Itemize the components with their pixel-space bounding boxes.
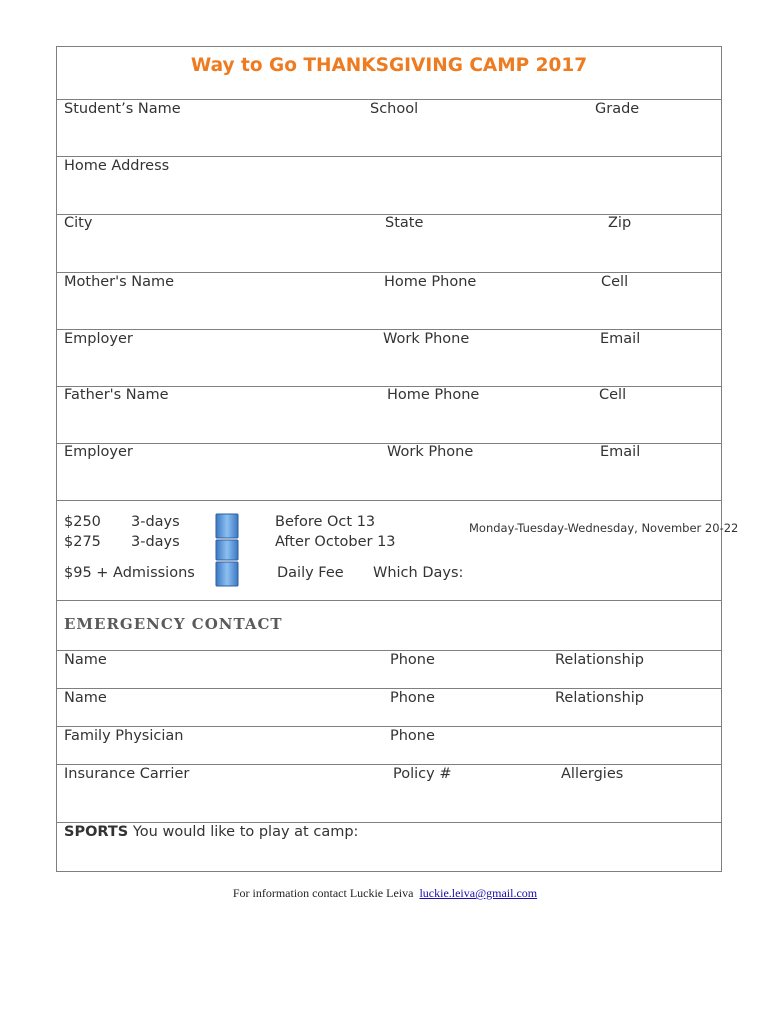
mother-email-label: Email — [600, 331, 641, 347]
emergency-name-2-label: Name — [64, 690, 107, 706]
student-row[interactable] — [57, 100, 721, 157]
mother-name-label: Mother's Name — [64, 274, 175, 290]
emergency-relationship-1-label: Relationship — [555, 652, 645, 668]
days-2: 3-days — [131, 534, 180, 550]
price-2: $275 — [64, 534, 101, 550]
days-1: 3-days — [131, 514, 180, 530]
physician-row[interactable] — [57, 727, 721, 765]
mother-cell-label: Cell — [601, 274, 629, 290]
home-address-label: Home Address — [64, 158, 170, 174]
price-1: $250 — [64, 514, 101, 530]
state-label: State — [385, 215, 424, 231]
insurance-label: Insurance Carrier — [64, 766, 190, 782]
deadline-1: Before Oct 13 — [275, 514, 376, 530]
sports-label — [64, 824, 358, 840]
deadline-2: After October 13 — [275, 534, 396, 550]
page-title — [57, 55, 721, 76]
father-name-label: Father's Name — [64, 387, 169, 403]
sports-text: You would like to play at camp: — [128, 824, 359, 840]
grade-label: Grade — [595, 101, 640, 117]
city-row[interactable] — [57, 215, 721, 273]
title-row — [57, 47, 721, 100]
schedule-text: Monday-Tuesday-Wednesday, November 20-22 — [469, 521, 739, 535]
policy-label: Policy # — [393, 766, 452, 782]
student-name-label: Student’s Name — [64, 101, 181, 117]
father-employer-row[interactable] — [57, 444, 721, 501]
father-home-phone-label: Home Phone — [387, 387, 480, 403]
father-employer-label: Employer — [64, 444, 133, 460]
title-prefix: Way to Go — [190, 55, 304, 76]
mother-row[interactable] — [57, 273, 721, 330]
mother-work-phone-label: Work Phone — [383, 331, 470, 347]
physician-phone-label: Phone — [390, 728, 435, 744]
emergency-contact-row-2[interactable] — [57, 689, 721, 727]
emergency-phone-2-label: Phone — [390, 690, 435, 706]
which-days-label: Which Days: — [373, 565, 464, 581]
emergency-heading: EMERGENCY CONTACT — [64, 615, 283, 633]
registration-form — [56, 46, 739, 872]
footer-text: For information contact Luckie Leiva — [232, 886, 414, 900]
selection-boxes[interactable] — [215, 513, 239, 587]
daily-fee-label: Daily Fee — [277, 565, 344, 581]
daily-price: $95 + Admissions — [64, 565, 195, 581]
emergency-name-1-label: Name — [64, 652, 107, 668]
emergency-contact-row-1[interactable] — [57, 651, 721, 689]
father-email-label: Email — [600, 444, 641, 460]
home-address-row[interactable] — [57, 157, 721, 215]
emergency-relationship-2-label: Relationship — [555, 690, 645, 706]
emergency-header-row — [57, 601, 721, 651]
insurance-row[interactable] — [57, 765, 721, 823]
footer — [0, 886, 770, 901]
father-cell-label: Cell — [599, 387, 627, 403]
pricing-row[interactable] — [57, 501, 739, 601]
father-work-phone-label: Work Phone — [387, 444, 474, 460]
zip-label: Zip — [608, 215, 632, 231]
footer-email-link[interactable]: luckie.leiva@gmail.com — [419, 886, 538, 900]
sports-bold: SPORTS — [64, 824, 129, 840]
mother-employer-row[interactable] — [57, 330, 721, 387]
school-label: School — [370, 101, 419, 117]
sports-row[interactable] — [57, 823, 721, 871]
father-row[interactable] — [57, 387, 721, 444]
emergency-phone-1-label: Phone — [390, 652, 435, 668]
allergies-label: Allergies — [561, 766, 624, 782]
city-label: City — [64, 215, 93, 231]
physician-label: Family Physician — [64, 728, 184, 744]
title-main: THANKSGIVING CAMP 2017 — [303, 55, 588, 76]
mother-home-phone-label: Home Phone — [384, 274, 477, 290]
mother-employer-label: Employer — [64, 331, 133, 347]
